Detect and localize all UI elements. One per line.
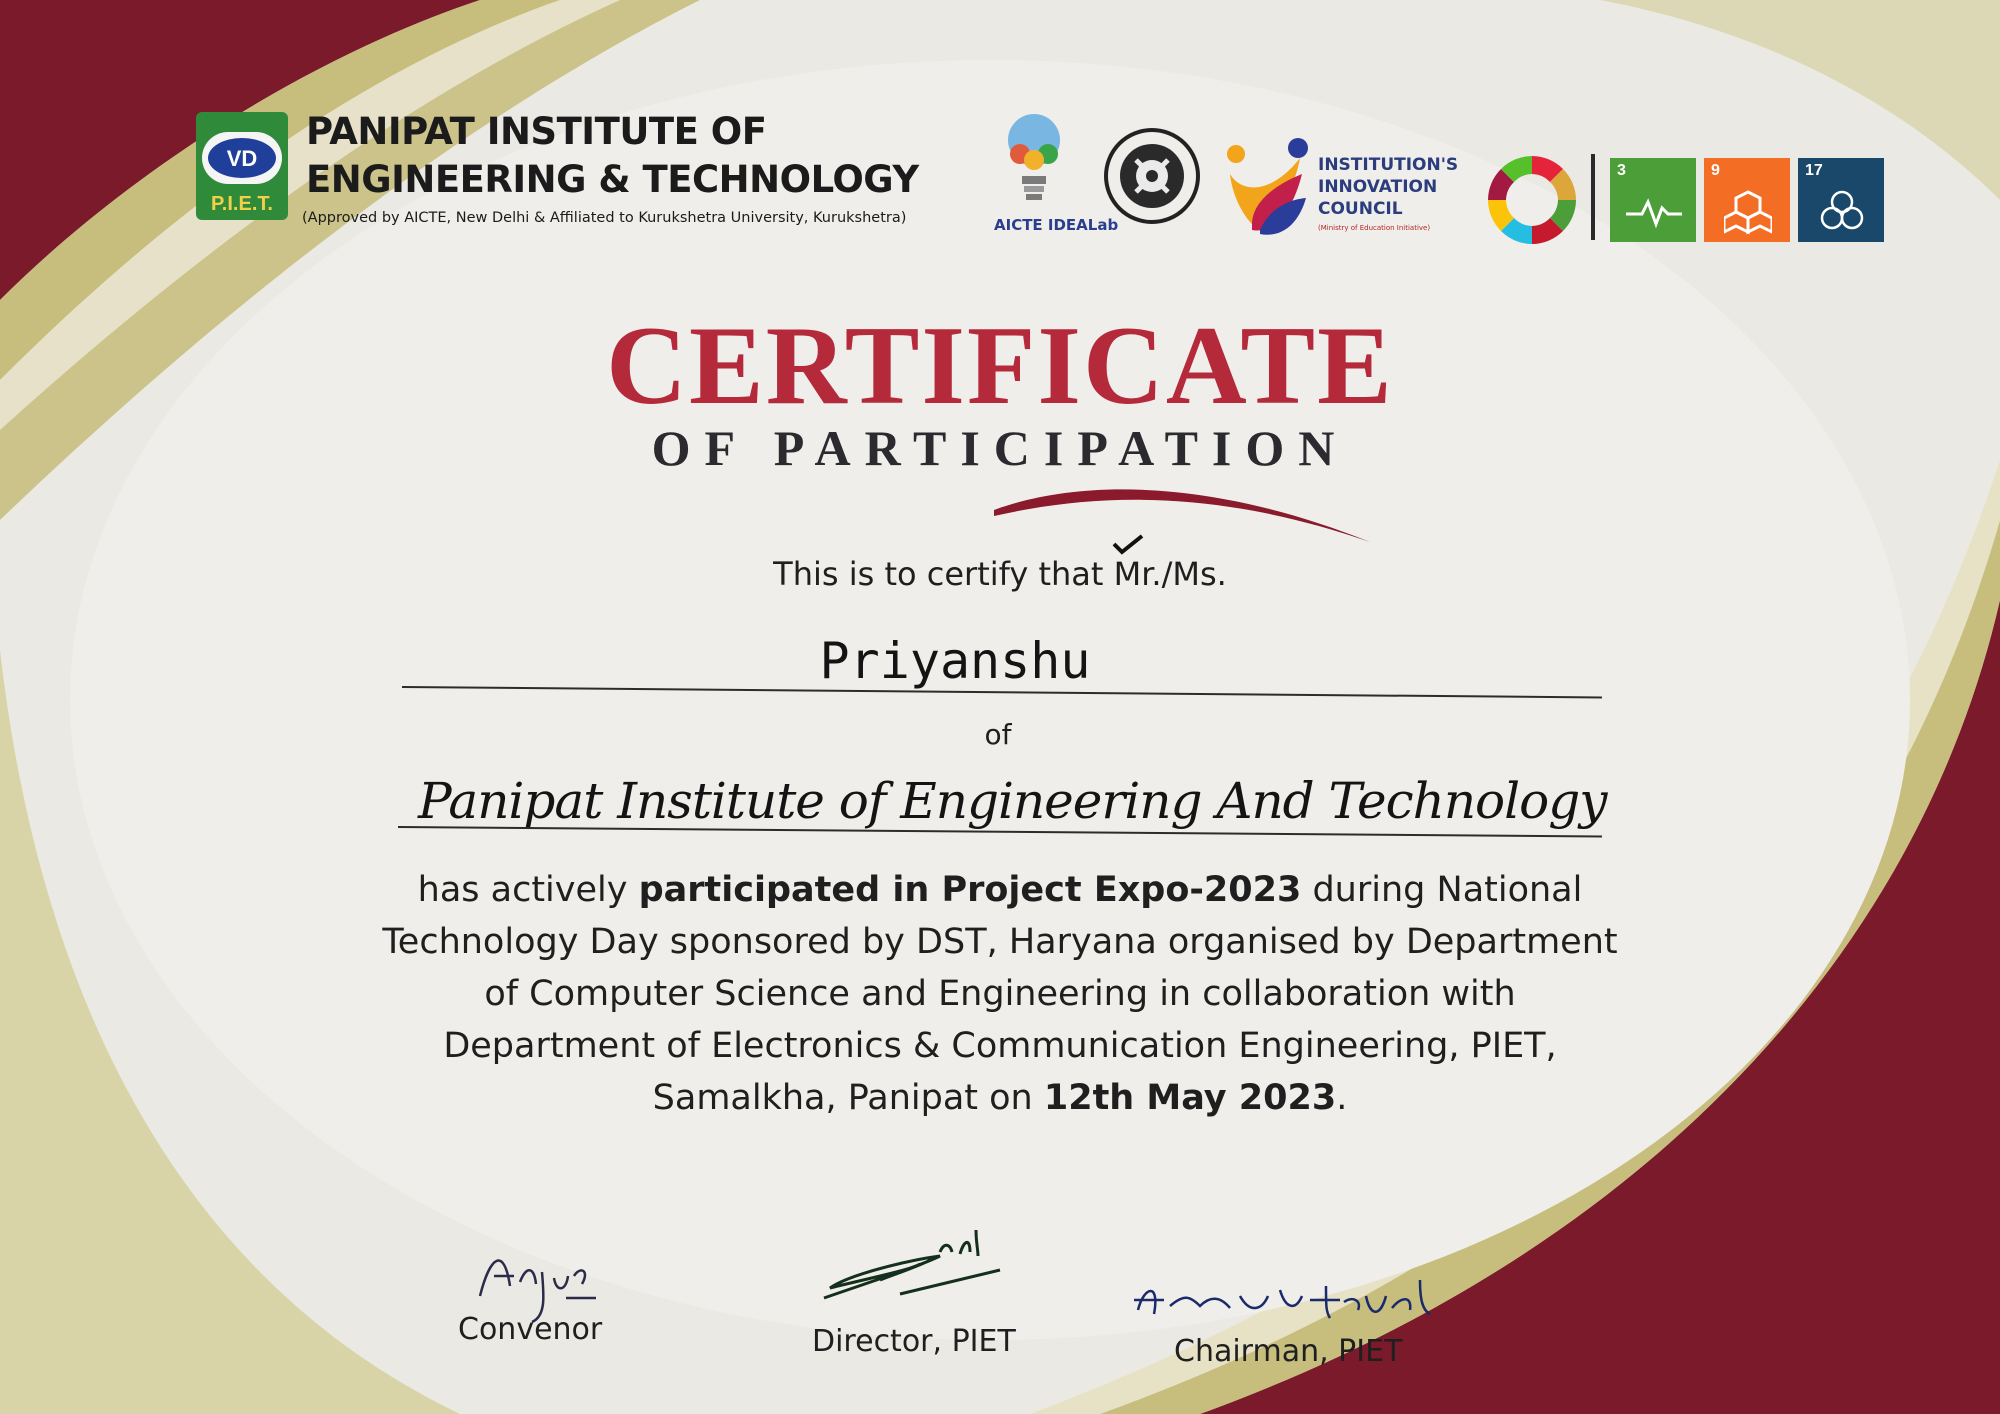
sdg-wheel-icon <box>1486 154 1578 246</box>
body-text-2: during National Technology Day sponsored by DST, Haryana organised by Department of Computer Science and Engineering in collaboration with Department of Electronics & Communication Engineering, PIET, Samalkha, Panipat on <box>382 870 1618 1118</box>
chairman-label: Chairman, PIET <box>1174 1334 1403 1369</box>
body-text-3: . <box>1336 1078 1348 1118</box>
chairman-signature <box>1130 1266 1450 1336</box>
institute-name <box>306 108 919 204</box>
svg-text:VD: VD <box>226 146 258 171</box>
partnership-icon <box>1820 190 1864 234</box>
college-name: Panipat Institute of Engineering And Technology <box>418 772 1607 830</box>
idealab-label: AICTE IDEALab <box>994 216 1119 234</box>
iic-logo-icon <box>1222 134 1314 244</box>
sdg-3-tile <box>1610 158 1696 242</box>
iic-line1: INSTITUTION'S <box>1318 155 1459 175</box>
sdg-17-number: 17 <box>1805 162 1823 179</box>
sdg-9-number: 9 <box>1711 162 1720 179</box>
svg-text:P.I.E.T.: P.I.E.T. <box>211 193 273 215</box>
iic-text <box>1318 154 1458 220</box>
hsc-seal-icon <box>1102 126 1202 230</box>
certify-text: This is to certify that Mr./Ms. <box>773 555 1227 593</box>
idealab-bulb-icon <box>994 110 1074 220</box>
partner-logos <box>994 110 1894 250</box>
body-bold-event: participated in Project Expo-2023 <box>638 870 1302 910</box>
of-label: of <box>984 718 1012 751</box>
checkmark-icon <box>1112 534 1146 556</box>
iic-line3: COUNCIL <box>1318 199 1403 219</box>
participant-name: Priyanshu <box>819 632 1091 690</box>
director-signature <box>810 1222 1010 1312</box>
certificate-title: CERTIFICATE <box>606 304 1394 428</box>
body-bold-date: 12th May 2023 <box>1043 1078 1337 1118</box>
sdg-9-tile <box>1704 158 1790 242</box>
sdg-17-tile <box>1798 158 1884 242</box>
director-label: Director, PIET <box>812 1324 1016 1359</box>
iic-ministry: (Ministry of Education Initiative) <box>1318 224 1431 232</box>
piet-emblem-icon <box>196 112 288 220</box>
institute-name-line1: PANIPAT INSTITUTE OF <box>306 110 767 153</box>
sdg-3-number: 3 <box>1617 162 1626 179</box>
certificate-subtitle: OF PARTICIPATION <box>651 420 1349 476</box>
certificate-body <box>380 864 1620 1124</box>
heartbeat-icon <box>1624 194 1684 230</box>
convenor-label: Convenor <box>458 1312 603 1347</box>
institute-name-line2: ENGINEERING & TECHNOLOGY <box>306 158 919 201</box>
iic-line2: INNOVATION <box>1318 177 1438 197</box>
cubes-icon <box>1724 188 1772 236</box>
title-swoosh <box>980 470 1380 550</box>
institute-subtitle: (Approved by AICTE, New Delhi & Affiliated to Kurukshetra University, Kurukshetra) <box>302 210 907 226</box>
logo-divider <box>1591 154 1595 240</box>
body-text-1: has actively <box>417 870 639 910</box>
